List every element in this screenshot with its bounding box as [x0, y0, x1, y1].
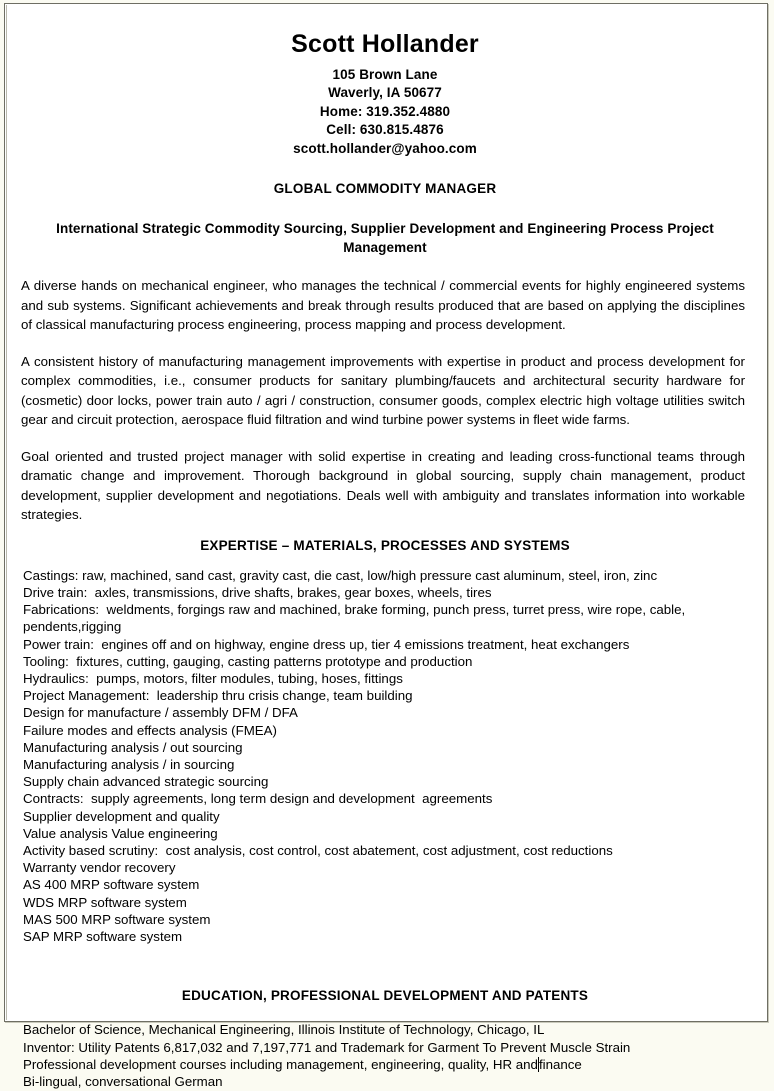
list-item: Warranty vendor recovery — [23, 860, 176, 876]
education-text-before-caret: Professional development courses including management, engineering, quality, HR and — [23, 1057, 538, 1073]
education-section-heading: EDUCATION, PROFESSIONAL DEVELOPMENT AND PATENTS — [181, 988, 589, 1004]
list-item-with-caret — [21, 1056, 749, 1073]
list-item: Inventor: Utility Patents 6,817,032 and 7,197,771 and Trademark for Garment To Prevent Muscle Strain — [23, 1039, 631, 1055]
list-item: Failure modes and effects analysis (FMEA) — [23, 722, 277, 738]
list-item: Design for manufacture / assembly DFM / DFA — [23, 705, 298, 721]
list-item: Supply chain advanced strategic sourcing — [23, 774, 269, 790]
contact-address-city: Waverly, IA 50677 — [328, 85, 442, 100]
list-item: Bachelor of Science, Mechanical Engineering, Illinois Institute of Technology, Chicago, IL — [23, 1022, 545, 1038]
list-item: Tooling: fixtures, cutting, gauging, casting patterns prototype and production — [23, 653, 473, 669]
job-title: GLOBAL COMMODITY MANAGER — [273, 181, 497, 196]
document-page — [4, 3, 768, 1090]
education-text-after-caret: finance — [538, 1057, 582, 1073]
contact-cell-phone: Cell: 630.815.4876 — [326, 122, 444, 137]
list-item: SAP MRP software system — [23, 929, 183, 945]
list-item: AS 400 MRP software system — [23, 877, 200, 893]
summary-paragraph-2: A consistent history of manufacturing management improvements with expertise in product and process development for complex commodities, i.e., consumer products for sanitary plumbing/faucets and architectural security hardware for (cosmetic) door locks, power train auto / agri / construction, consumer goods, complex electric high voltage utilities switch gear and circuit protection, aerospace fluid filtration and wind turbine power systems in fleet wide farms. — [21, 353, 745, 427]
list-item: MAS 500 MRP software system — [23, 911, 211, 927]
list-item: Castings: raw, machined, sand cast, gravity cast, die cast, low/high pressure cast aluminum, steel, iron, zinc — [23, 567, 658, 583]
list-item: WDS MRP software system — [23, 894, 187, 910]
text-cursor-icon — [538, 1057, 539, 1072]
expertise-section-heading: EXPERTISE – MATERIALS, PROCESSES AND SYSTEMS — [200, 537, 570, 553]
list-item: Hydraulics: pumps, motors, filter modules, tubing, hoses, fittings — [23, 671, 403, 687]
list-item: Power train: engines off and on highway, engine dress up, tier 4 emissions treatment, heat exchangers — [23, 636, 630, 652]
contact-home-phone: Home: 319.352.4880 — [319, 103, 451, 119]
summary-paragraph-1: A diverse hands on mechanical engineer, who manages the technical / commercial events for highly engineered systems and sub systems. Significant achievements and break through results produced that are based on applying the disciplines of classical manufacturing process engineering, process mapping and process development. — [21, 278, 745, 332]
list-item: Activity based scrutiny: cost analysis, cost control, cost abatement, cost adjustment, cost reductions — [23, 843, 613, 859]
professional-subtitle: International Strategic Commodity Sourcing, Supplier Development and Engineering Process Project Management — [56, 221, 714, 255]
list-item: Value analysis Value engineering — [23, 825, 218, 841]
page-inner — [6, 5, 766, 1090]
list-item: Bi-lingual, conversational German — [23, 1074, 223, 1090]
list-item: Contracts: supply agreements, long term design and development agreements — [23, 791, 493, 807]
list-item: Drive train: axles, transmissions, drive shafts, brakes, gear boxes, wheels, tires — [23, 585, 492, 600]
list-item: Manufacturing analysis / out sourcing — [23, 739, 243, 755]
page-title: Scott Hollander — [291, 30, 479, 58]
contact-address-street: 105 Brown Lane — [332, 66, 438, 82]
list-item: Supplier development and quality — [23, 808, 220, 824]
resume-content — [7, 5, 766, 1091]
list-item: Manufacturing analysis / in sourcing — [23, 757, 235, 773]
list-item: Fabrications: weldments, forgings raw and machined, brake forming, punch press, turret press, wire rope, cable, pendents,rigging — [23, 602, 689, 635]
expertise-list — [21, 567, 749, 945]
contact-email: scott.hollander@yahoo.com — [293, 140, 477, 156]
education-list — [21, 1021, 749, 1091]
list-item: Project Management: leadership thru crisis change, team building — [23, 688, 413, 704]
summary-paragraph-3: Goal oriented and trusted project manager with solid expertise in creating and leading cross-functional teams through dramatic change and improvement. Thorough background in global sourcing, supply chain management, product development, supplier development and negotiations. Deals well with ambiguity and translates information into workable strategies. — [21, 448, 745, 522]
